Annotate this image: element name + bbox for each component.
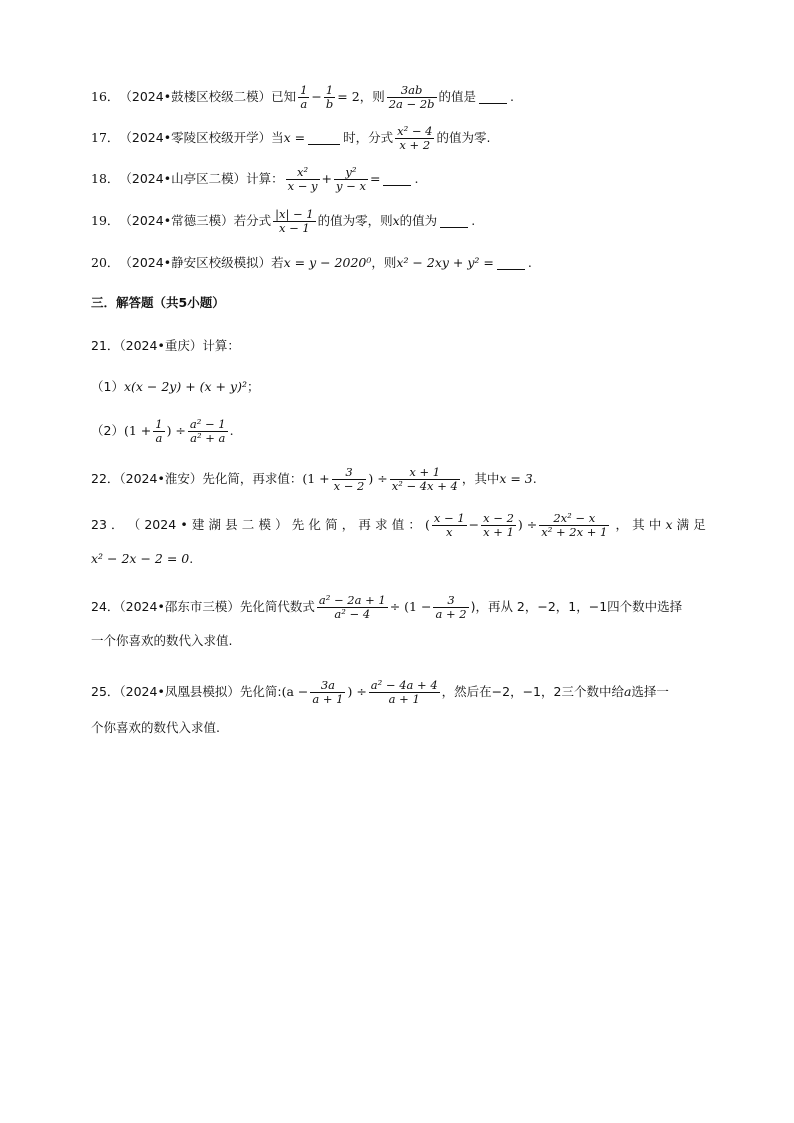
q24-fraction-2: $\frac{3}{a + 2}$ xyxy=(435,593,467,622)
question-17: 17． （2024•零陵区校级开学）当 x = 时，分式 $\frac{\text{x² − 4}}{x + 2}$ 的值为零. xyxy=(91,124,491,153)
q19-fraction: $\frac{|x| - 1}{x - 1}$ xyxy=(275,207,314,236)
question-19: 19． （2024•常德三模）若分式 $\frac{|x| - 1}{x - 1}$ 的值为零，则 x 的值为 . xyxy=(91,207,476,236)
question-22: 22．（2024•淮安）先化简，再求值： (1 + $\frac{3}{x - 2}$ ) ÷ $\frac{x + 1}{\text{x² − 4x + 4}}$ ，其中 x = 3 . xyxy=(91,465,537,494)
question-24-line-2: 一个你喜欢的数代入求值. xyxy=(91,633,233,648)
q17-number: 17． xyxy=(91,130,120,146)
q17-source: （2024•零陵区校级开学）当 xyxy=(119,130,284,146)
question-21-part-1: （1） x(x − 2y) + (x + y)² ； xyxy=(91,379,260,394)
question-25: 25．（2024•凤凰县模拟）先化简: (a − $\frac{3a}{a + 1}$ ) ÷ $\frac{\text{a² − 4a + 4}}{a + 1}$ ，然后在−2，−1，2三个数中给 a 选择一 xyxy=(91,678,669,707)
question-25-line-2: 个你喜欢的数代入求值. xyxy=(91,720,220,735)
q20-number: 20． xyxy=(91,255,120,271)
q22-fraction-1: $\frac{3}{x - 2}$ xyxy=(333,465,365,494)
q24-fraction-1: $\frac{\text{a² − 2a + 1}}{\text{a² − 4}}$ xyxy=(318,593,386,622)
q25-fraction-1: $\frac{3a}{a + 1}$ xyxy=(312,678,344,707)
q20-source: （2024•静安区校级模拟）若 xyxy=(119,255,284,271)
q18-answer-blank[interactable] xyxy=(383,173,411,186)
q19-source: （2024•常德三模）若分式 xyxy=(119,213,272,229)
question-20: 20． （2024•静安区校级模拟）若 x = y − 2020⁰ ，则 x² − 2xy + y² = . xyxy=(91,255,532,271)
question-21-part-2: （2） (1 + $\frac{1}{a}$ ) ÷ $\frac{\text{a² − 1}}{\text{a² + a}}$ . xyxy=(91,417,234,446)
q23-fraction-1: $\frac{x - 1}{x}$ xyxy=(433,511,465,540)
q18-number: 18． xyxy=(91,171,120,187)
q20-answer-blank[interactable] xyxy=(497,257,525,270)
question-18: 18． （2024•山亭区二模）计算： $\frac{\text{x²}}{x - y}$ + $\frac{\text{y²}}{y - x}$ = . xyxy=(91,165,419,194)
q19-number: 19． xyxy=(91,213,120,229)
q16-answer-blank[interactable] xyxy=(479,91,507,104)
q18-source: （2024•山亭区二模）计算： xyxy=(119,171,284,187)
q25-fraction-2: $\frac{\text{a² − 4a + 4}}{a + 1}$ xyxy=(370,678,438,707)
q16-source: （2024•鼓楼区校级二模）已知 xyxy=(119,89,297,105)
q17-answer-blank[interactable] xyxy=(308,132,340,145)
q23-expression: ( $\frac{x - 1}{x}$ − $\frac{x - 2}{x + 1}$ ) ÷ $\frac{\text{2x² − x}}{\text{x² + 2x + 1}}$ xyxy=(425,511,608,540)
q18-fraction-2: $\frac{\text{y²}}{y - x}$ xyxy=(336,165,366,194)
question-23-line-2: x² − 2x − 2 = 0 . xyxy=(91,551,194,566)
q23-fraction-2: $\frac{x - 2}{x + 1}$ xyxy=(483,511,514,540)
q16-fraction-1: $\frac{1}{a}$ xyxy=(300,83,308,112)
q16-fraction-3: $\frac{3ab}{2a - 2b}$ xyxy=(388,83,435,112)
question-21: 21．（2024•重庆）计算： xyxy=(91,338,240,353)
question-16: 16． （2024•鼓楼区校级二模）已知 $\frac{1}{a}$ − $\frac{1}{b}$ = 2 ，则 $\frac{3ab}{2a - 2b}$ 的值是 . xyxy=(91,83,515,112)
question-23: 23 ． （ 2024 • 建 湖 县 二 模 ） 先 化 简 ， 再 求 值 ： ( $\frac{x - 1}{x}$ − $\frac{x - 2}{x + 1}$ ) ÷ $\frac{\text{2x² − x}}{\text{x² + 2x + 1}}$ ， 其 中 x 满 足 xyxy=(91,511,706,540)
q19-answer-blank[interactable] xyxy=(440,215,468,228)
q22-fraction-2: $\frac{x + 1}{\text{x² − 4x + 4}}$ xyxy=(391,465,458,494)
q16-number: 16． xyxy=(91,89,120,105)
q17-fraction: $\frac{\text{x² − 4}}{x + 2}$ xyxy=(397,124,433,153)
q16-fraction-2: $\frac{1}{b}$ xyxy=(325,83,334,112)
q18-fraction-1: $\frac{\text{x²}}{x - y}$ xyxy=(287,165,318,194)
question-24: 24．（2024•邵东市三模）先化简代数式 $\frac{\text{a² − 2a + 1}}{\text{a² − 4}}$ ÷ (1 − $\frac{3}{a + 2}$ )，再从 2，−2，1，−1四个数中选择 xyxy=(91,593,683,622)
q21-fraction-1: $\frac{1}{a}$ xyxy=(155,417,163,446)
q23-fraction-3: $\frac{\text{2x² − x}}{\text{x² + 2x + 1}}$ xyxy=(541,511,608,540)
section-heading: 三．解答题（共5小题） xyxy=(91,295,225,310)
q21-fraction-2: $\frac{\text{a² − 1}}{\text{a² + a}}$ xyxy=(189,417,226,446)
